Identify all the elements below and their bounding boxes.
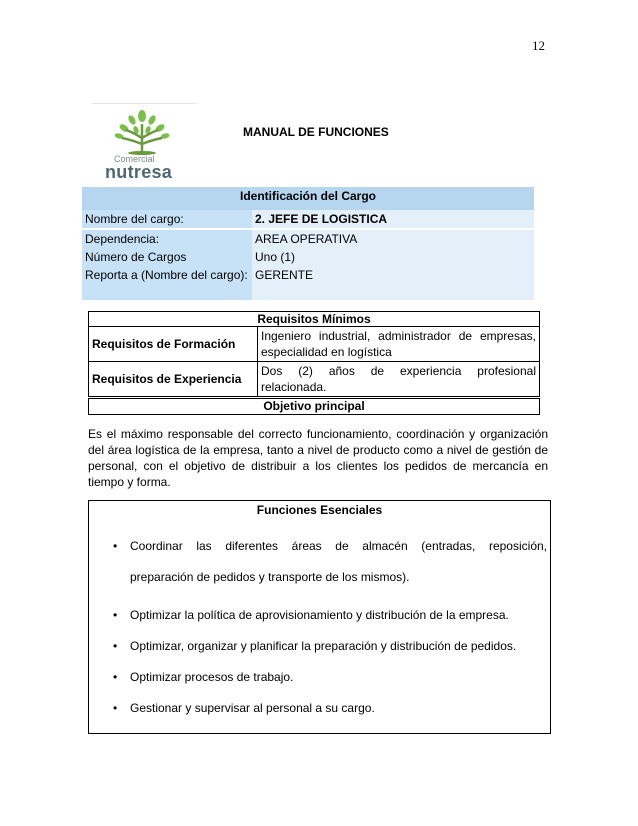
requirement-value-line: especialidad en logística (261, 345, 392, 359)
list-item (89, 638, 550, 654)
page-number: 12 (532, 38, 545, 53)
bullet-icon: • (113, 670, 118, 684)
row-label: Número de Cargos (82, 248, 252, 266)
requirements-header: Requisitos Mínimos (88, 311, 540, 327)
requirement-value-line: Ingeniero industrial, administrador de empresas, (261, 329, 536, 343)
identification-table (82, 187, 534, 300)
row-label: Dependencia: (82, 230, 252, 248)
requirements-table (88, 326, 540, 397)
requirement-value (258, 327, 540, 362)
bullet-icon: • (113, 608, 118, 622)
row-value: Uno (1) (252, 248, 534, 266)
requirement-label: Requisitos de Experiencia (89, 362, 258, 397)
requirement-value-line: Dos (2) años de experiencia profesional (261, 364, 536, 378)
functions-box (88, 500, 551, 734)
document-title: MANUAL DE FUNCIONES (243, 125, 389, 139)
identification-header: Identificación del Cargo (82, 187, 534, 210)
company-logo (92, 103, 197, 186)
list-item (89, 669, 550, 685)
bullet-icon: • (113, 639, 118, 653)
list-item (89, 700, 550, 716)
list-item-line: preparación de pedidos y transporte de los mismos). (130, 570, 410, 584)
bullet-icon: • (113, 539, 118, 553)
row-label: Nombre del cargo: (82, 210, 252, 228)
bullet-icon: • (113, 701, 118, 715)
list-item-line: Optimizar la política de aprovisionamiento y distribución de la empresa. (130, 608, 509, 622)
list-item (89, 531, 550, 593)
row-value: AREA OPERATIVA (252, 230, 534, 248)
logo-line-2: nutresa (105, 162, 173, 182)
row-value: 2. JEFE DE LOGISTICA (252, 210, 534, 228)
list-item-line: Optimizar, organizar y planificar la preparación y distribución de pedidos. (130, 639, 517, 653)
requirement-value (258, 362, 540, 397)
list-item (89, 607, 550, 623)
list-item-line: Optimizar procesos de trabajo. (130, 670, 294, 684)
requirement-value-line: relacionada. (261, 380, 327, 394)
tree-logo-icon (92, 108, 197, 158)
functions-list (89, 531, 550, 716)
objective-text: Es el máximo responsable del correcto funcionamiento, coordinación y organización del área logística de la empresa, tanto a nivel de producto como a nivel de gestión de personal, con el objetivo de distribuir a los clientes los pedidos de mercancía en tiempo y forma. (88, 427, 548, 489)
list-item-line: Gestionar y supervisar al personal a su cargo. (130, 701, 375, 715)
list-item-line: Coordinar las diferentes áreas de almacén (entradas, reposición, (130, 539, 547, 553)
row-label: Reporta a (Nombre del cargo): (82, 266, 252, 300)
requirement-label: Requisitos de Formación (89, 327, 258, 362)
row-value: GERENTE (252, 266, 534, 300)
logo-line-1: Comercial (114, 154, 155, 164)
functions-header: Funciones Esenciales (256, 503, 383, 517)
objective-header: Objetivo principal (88, 398, 540, 415)
